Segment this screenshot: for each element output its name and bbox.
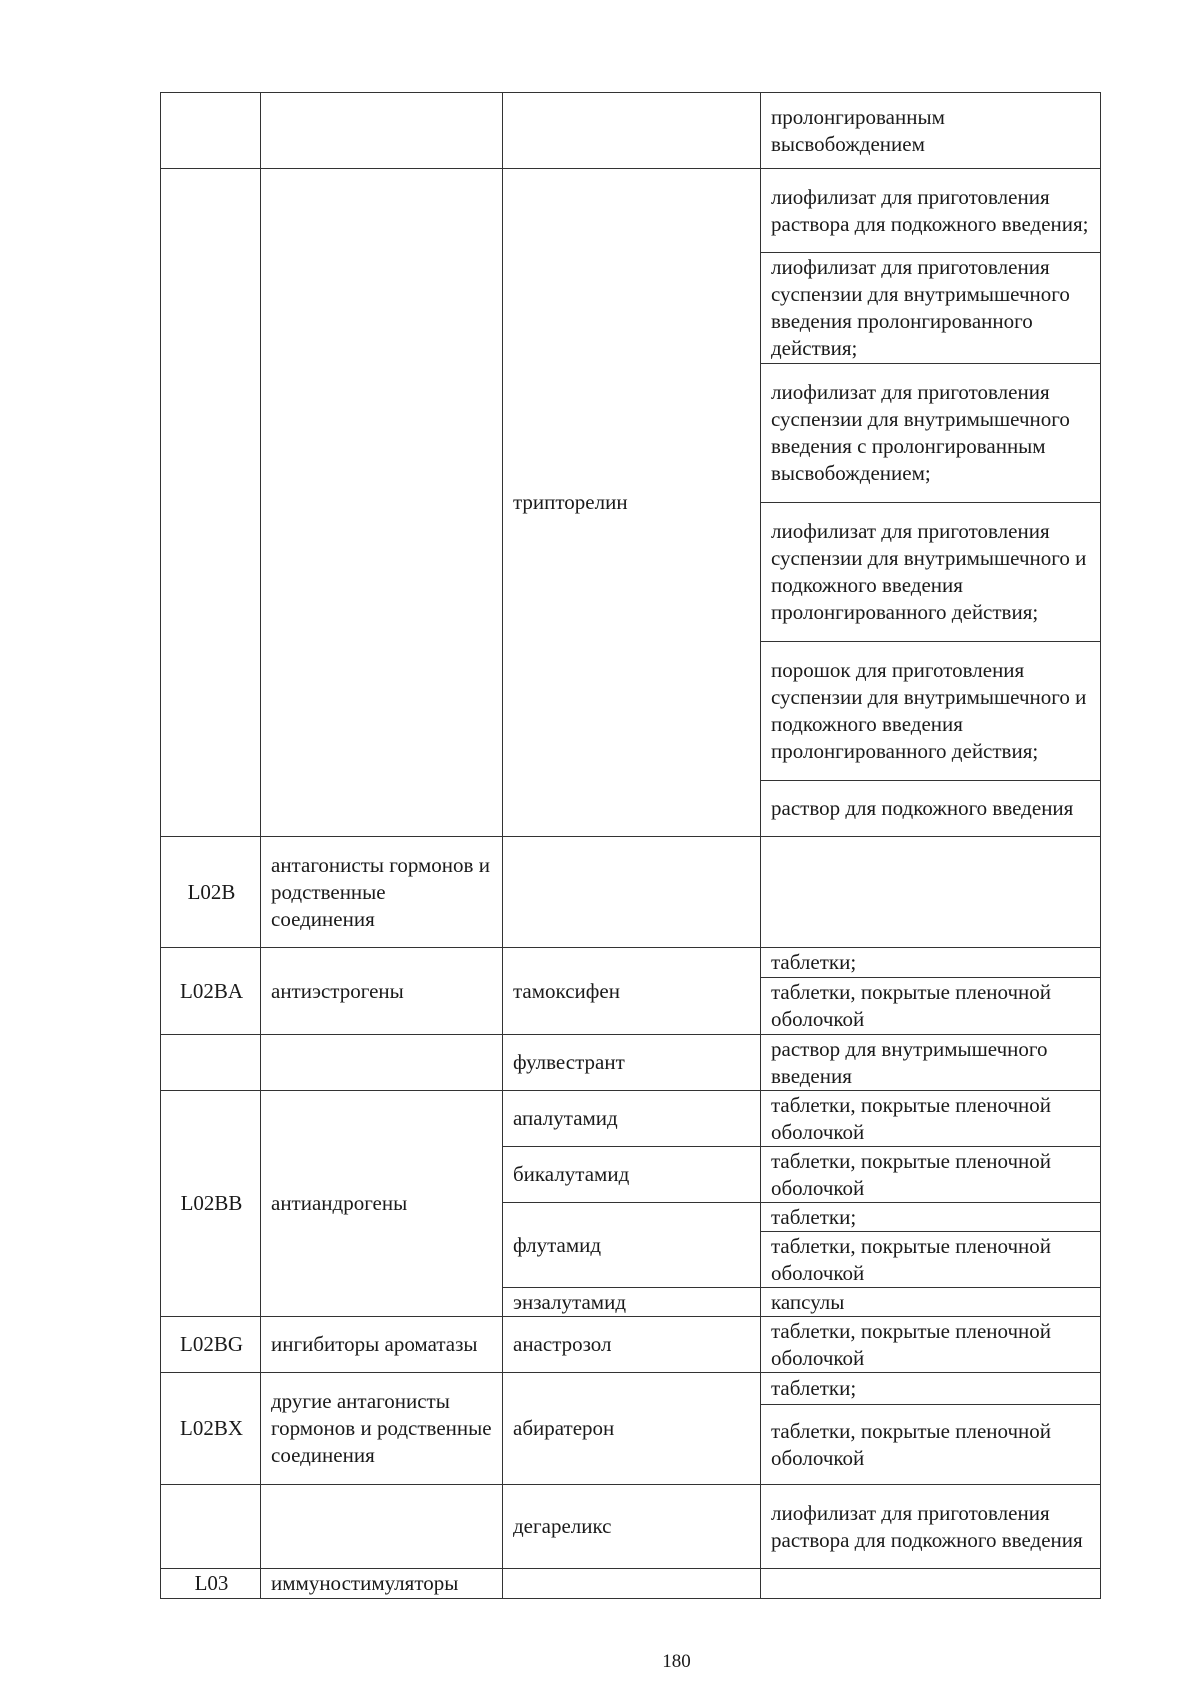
table-row <box>161 93 1101 169</box>
dosage-form-cell: таблетки, покрытые пленочной оболочкой <box>761 1232 1101 1288</box>
dosage-form-cell: таблетки; <box>761 948 1101 978</box>
substance-cell: апалутамид <box>503 1091 761 1147</box>
substance-cell: энзалутамид <box>503 1288 761 1317</box>
substance-cell: тамоксифен <box>503 948 761 1035</box>
table-row <box>161 948 1101 978</box>
dosage-form-cell: таблетки; <box>761 1373 1101 1405</box>
substance-cell: абиратерон <box>503 1373 761 1485</box>
dosage-form-cell: таблетки; <box>761 1203 1101 1232</box>
dosage-form-cell: пролонгированным высвобождением <box>761 93 1101 169</box>
table-row <box>161 1091 1101 1147</box>
table-row <box>161 1373 1101 1405</box>
dosage-form-cell: таблетки, покрытые пленочной оболочкой <box>761 978 1101 1035</box>
page-number: 180 <box>662 1651 691 1672</box>
atc-code-cell: L03 <box>161 1569 261 1599</box>
atc-code-cell <box>161 169 261 837</box>
atc-code-cell: L02B <box>161 837 261 948</box>
dosage-form-cell <box>761 837 1101 948</box>
dosage-form-cell: лиофилизат для приготовления суспензии для внутримышечного введения пролонгированного действия; <box>761 253 1101 364</box>
dosage-form-cell: таблетки, покрытые пленочной оболочкой <box>761 1091 1101 1147</box>
substance-cell <box>503 837 761 948</box>
group-cell <box>261 1035 503 1091</box>
group-cell <box>261 169 503 837</box>
group-cell: антиандрогены <box>261 1091 503 1317</box>
dosage-form-cell: раствор для подкожного введения <box>761 781 1101 837</box>
group-cell: антагонисты гормонов и родственные соединения <box>261 837 503 948</box>
atc-code-cell <box>161 1485 261 1569</box>
group-cell <box>261 1485 503 1569</box>
substance-cell: флутамид <box>503 1203 761 1288</box>
group-cell: антиэстрогены <box>261 948 503 1035</box>
atc-code-cell: L02BA <box>161 948 261 1035</box>
substance-cell: дегареликс <box>503 1485 761 1569</box>
substance-cell: фулвестрант <box>503 1035 761 1091</box>
dosage-form-cell: таблетки, покрытые пленочной оболочкой <box>761 1405 1101 1485</box>
group-cell: другие антагонисты гормонов и родственные соединения <box>261 1373 503 1485</box>
atc-code-cell: L02BX <box>161 1373 261 1485</box>
dosage-form-cell: капсулы <box>761 1288 1101 1317</box>
atc-code-cell <box>161 93 261 169</box>
group-cell: иммуностимуляторы <box>261 1569 503 1599</box>
dosage-form-cell: лиофилизат для приготовления суспензии для внутримышечного и подкожного введения пролонгированного действия; <box>761 503 1101 642</box>
atc-code-cell: L02BG <box>161 1317 261 1373</box>
dosage-form-cell: лиофилизат для приготовления суспензии для внутримышечного введения с пролонгированным высвобождением; <box>761 364 1101 503</box>
dosage-form-cell: порошок для приготовления суспензии для внутримышечного и подкожного введения пролонгированного действия; <box>761 642 1101 781</box>
dosage-form-cell <box>761 1569 1101 1599</box>
dosage-form-cell: таблетки, покрытые пленочной оболочкой <box>761 1317 1101 1373</box>
atc-code-cell: L02BB <box>161 1091 261 1317</box>
dosage-form-cell: лиофилизат для приготовления раствора для подкожного введения; <box>761 169 1101 253</box>
table-row <box>161 1485 1101 1569</box>
group-cell <box>261 93 503 169</box>
dosage-form-cell: лиофилизат для приготовления раствора для подкожного введения <box>761 1485 1101 1569</box>
substance-cell <box>503 93 761 169</box>
substance-cell: трипторелин <box>503 169 761 837</box>
substance-cell <box>503 1569 761 1599</box>
dosage-form-cell: раствор для внутримышечного введения <box>761 1035 1101 1091</box>
table-row <box>161 1569 1101 1599</box>
substance-cell: анастрозол <box>503 1317 761 1373</box>
table-row <box>161 1317 1101 1373</box>
dosage-form-cell: таблетки, покрытые пленочной оболочкой <box>761 1147 1101 1203</box>
drug-table <box>160 92 1101 1599</box>
table-row <box>161 1035 1101 1091</box>
atc-code-cell <box>161 1035 261 1091</box>
group-cell: ингибиторы ароматазы <box>261 1317 503 1373</box>
substance-cell: бикалутамид <box>503 1147 761 1203</box>
table-row <box>161 169 1101 253</box>
table-row <box>161 837 1101 948</box>
